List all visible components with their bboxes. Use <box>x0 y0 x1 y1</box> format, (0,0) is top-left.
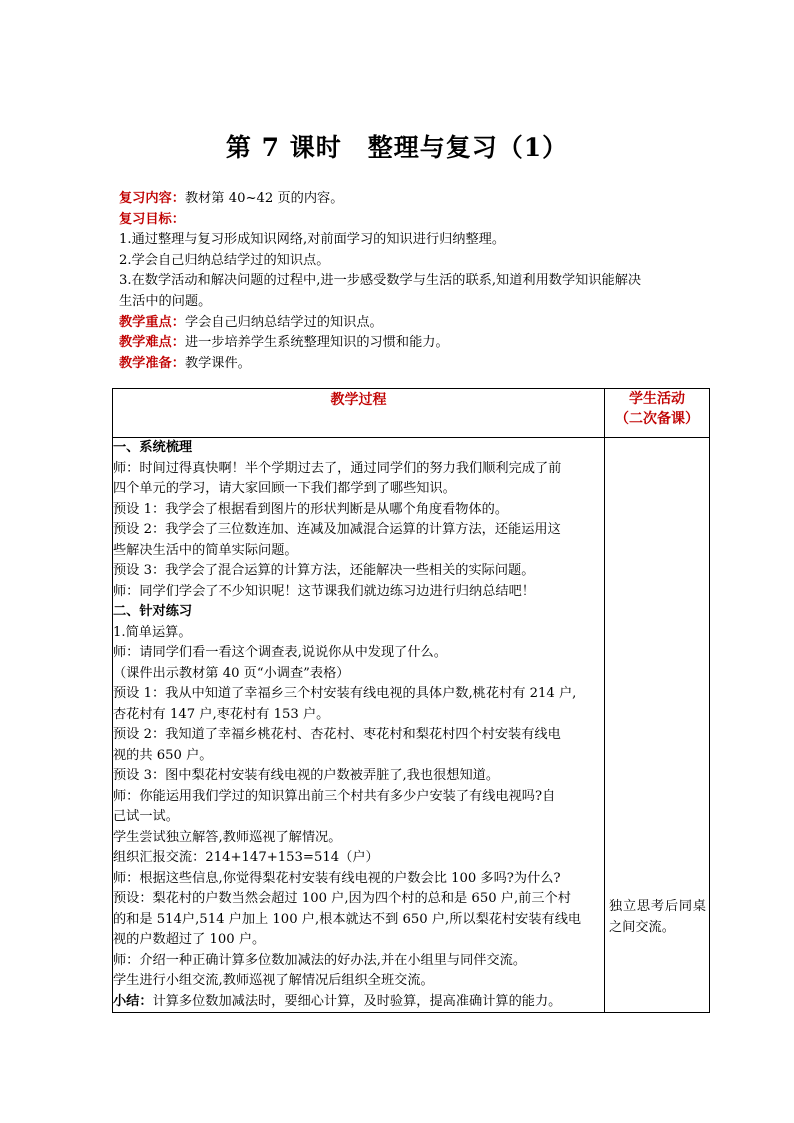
process-line: 师：介绍一种正确计算多位数加减法的好办法,并在小组里与同伴交流。 <box>113 952 527 968</box>
process-line: 预设：梨花村的户数当然会超过 100 户,因为四个村的总和是 650 户,前三个村 <box>113 891 571 906</box>
process-line: 四个单元的学习，请大家回顾一下我们都学到了哪些知识。 <box>113 481 456 496</box>
process-line: 预设 2：我知道了幸福乡桃花村、杏花村、枣花村和梨花村四个村安装有线电 <box>113 727 561 742</box>
preparation-label: 教学准备： <box>119 355 185 371</box>
content-line <box>119 189 699 210</box>
summary-text: 计算多位数加减法时，要细心计算，及时验算，提高准确计算的能力。 <box>152 993 562 1009</box>
student-activity-note: 独立思考后同桌之间交流。 <box>609 899 706 935</box>
goal-item: 生活中的问题。 <box>119 293 212 309</box>
key-point-label: 教学重点： <box>119 314 185 330</box>
lesson-meta <box>119 189 699 374</box>
process-line: 师：同学们学会了不少知识呢！这节课我们就边练习边进行归纳总结吧！ <box>113 583 535 599</box>
process-line: 己试一试。 <box>113 809 179 824</box>
header-teaching-process: 教学过程 <box>113 389 605 438</box>
process-line: 师：根据这些信息,你觉得梨花村安装有线电视的户数会比 100 多吗?为什么? <box>113 870 561 886</box>
key-point-text: 学会自己归纳总结学过的知识点。 <box>184 314 383 330</box>
key-point-line <box>119 313 699 334</box>
process-line: 预设 1：我从中知道了幸福乡三个村安装有线电视的具体户数,桃花村有 214 户, <box>113 686 577 701</box>
page-title: 第 7 课时 整理与复习（1） <box>225 133 569 162</box>
goal-item: 1.通过整理与复习形成知识网络,对前面学习的知识进行归纳整理。 <box>119 232 506 248</box>
goals-heading <box>119 210 699 231</box>
process-line: 预设 3：我学会了混合运算的计算方法，还能解决一些相关的实际问题。 <box>113 563 535 578</box>
goal-item: 2.学会自己归纳总结学过的知识点。 <box>119 252 330 268</box>
process-line: 预设 1：我学会了根据看到图片的形状判断是从哪个角度看物体的。 <box>113 501 509 517</box>
preparation-text: 教学课件。 <box>184 355 251 371</box>
process-line: 视的户数超过了 100 户。 <box>113 932 266 947</box>
header-student-line1: 学生活动 <box>629 391 685 407</box>
process-line: 预设 3：图中梨花村安装有线电视的户数被弄脏了,我也很想知道。 <box>113 768 500 783</box>
section-heading: 二、针对练习 <box>113 604 193 619</box>
summary-label: 小结： <box>113 993 153 1009</box>
process-line: 师：你能运用我们学过的知识算出前三个村共有多少户安装了有线电视吗?自 <box>113 788 556 804</box>
teaching-process-cell <box>113 438 605 1013</box>
process-line: （课件出示教材第 40 页“小调查”表格） <box>113 665 350 681</box>
process-line: 师：时间过得真快啊！半个学期过去了，通过同学们的努力我们顺利完成了前 <box>113 460 562 476</box>
process-line: 师：请同学们看一看这个调查表,说说你从中发现了什么。 <box>113 645 447 660</box>
process-line: 预设 2：我学会了三位数连加、连减及加减混合运算的计算方法，还能运用这 <box>113 522 561 537</box>
difficulty-text: 进一步培养学生系统整理知识的习惯和能力。 <box>184 335 449 351</box>
process-line: 组织汇报交流：214+147+153=514（户） <box>113 850 379 865</box>
process-line: 些解决生活中的简单实际问题。 <box>113 542 298 558</box>
content-label: 复习内容： <box>119 191 185 206</box>
goals-label: 复习目标： <box>119 211 185 227</box>
difficulty-label: 教学难点： <box>119 335 185 351</box>
process-line: 学生进行小组交流,教师巡视了解情况后组织全班交流。 <box>113 973 434 988</box>
process-line: 杏花村有 147 户,枣花村有 153 户。 <box>113 706 330 722</box>
student-activity-cell <box>605 438 710 1013</box>
preparation-line <box>119 354 699 375</box>
process-line: 的和是 514户,514 户加上 100 户,根本就达不到 650 户,所以梨花村安装有线电 <box>113 911 582 927</box>
process-line: 视的共 650 户。 <box>113 747 213 763</box>
content-text: 教材第 40~42 页的内容。 <box>184 191 344 206</box>
summary-line <box>113 992 604 1013</box>
process-line: 学生尝试独立解答,教师巡视了解情况。 <box>113 829 342 845</box>
table-body-row <box>113 438 710 1013</box>
header-student-activity <box>605 389 710 438</box>
process-line: 1.简单运算。 <box>113 624 192 640</box>
table-header-row <box>113 389 710 438</box>
difficulty-line <box>119 333 699 354</box>
section-heading: 一、系统梳理 <box>113 440 193 455</box>
goal-item: 3.在数学活动和解决问题的过程中,进一步感受数学与生活的联系,知道利用数学知识能解决 <box>119 273 642 289</box>
header-student-line2: （二次备课） <box>615 411 699 427</box>
lesson-table <box>112 388 710 1013</box>
